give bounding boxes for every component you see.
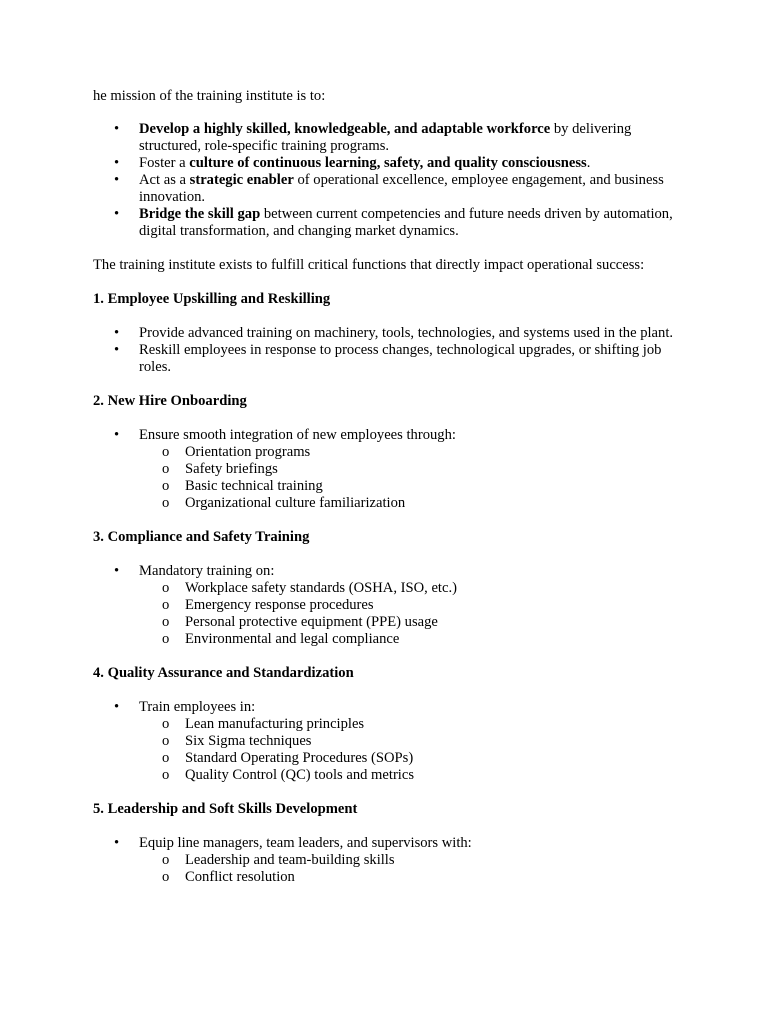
section-heading: 4. Quality Assurance and Standardization (93, 665, 354, 681)
sub-list-item: o Environmental and legal compliance (139, 631, 683, 648)
section-list (93, 699, 683, 784)
list-item (93, 835, 683, 886)
section-heading: 3. Compliance and Safety Training (93, 529, 310, 545)
sub-list (139, 716, 683, 784)
sub-list (139, 580, 683, 648)
intro-text: he mission of the training institute is to: (93, 88, 326, 104)
sub-list (139, 852, 683, 886)
mission-item: • Act as a strategic enabler of operational excellence, employee engagement, and business innovation. (93, 172, 683, 206)
sub-list-item: o Personal protective equipment (PPE) usage (139, 614, 683, 631)
sub-list-item: o Safety briefings (139, 461, 683, 478)
sub-list (139, 444, 683, 512)
list-item-text: Ensure smooth integration of new employees through: (139, 427, 456, 443)
functions-intro: The training institute exists to fulfill critical functions that directly impact operational success: (93, 257, 645, 273)
section-list (93, 325, 683, 376)
document-page (93, 88, 683, 903)
sub-list-item: o Basic technical training (139, 478, 683, 495)
sub-list-item: o Emergency response procedures (139, 597, 683, 614)
list-item (93, 563, 683, 648)
mission-item: • Bridge the skill gap between current competencies and future needs driven by automation, digital transformation, and changing market dynamics. (93, 206, 683, 240)
list-item-text: Train employees in: (139, 699, 256, 715)
sub-list-item: o Lean manufacturing principles (139, 716, 683, 733)
section-list (93, 427, 683, 512)
sub-list-item: o Leadership and team-building skills (139, 852, 683, 869)
mission-list (93, 121, 683, 240)
mission-item: • Foster a culture of continuous learning, safety, and quality consciousness. (93, 155, 683, 172)
sub-list-item: o Standard Operating Procedures (SOPs) (139, 750, 683, 767)
sub-list-item: o Quality Control (QC) tools and metrics (139, 767, 683, 784)
section-heading: 2. New Hire Onboarding (93, 393, 247, 409)
section-heading: 5. Leadership and Soft Skills Development (93, 801, 358, 817)
list-item: • Reskill employees in response to process changes, technological upgrades, or shifting job roles. (93, 342, 683, 376)
list-item-text: Equip line managers, team leaders, and supervisors with: (139, 835, 472, 851)
sub-list-item: o Organizational culture familiarization (139, 495, 683, 512)
sub-list-item: o Workplace safety standards (OSHA, ISO, etc.) (139, 580, 683, 597)
list-item (93, 427, 683, 512)
list-item-text: Mandatory training on: (139, 563, 275, 579)
sub-list-item: o Orientation programs (139, 444, 683, 461)
section-list (93, 563, 683, 648)
list-item (93, 699, 683, 784)
section-heading: 1. Employee Upskilling and Reskilling (93, 291, 331, 307)
mission-item: • Develop a highly skilled, knowledgeable, and adaptable workforce by delivering structured, role-specific training programs. (93, 121, 683, 155)
list-item: • Provide advanced training on machinery, tools, technologies, and systems used in the plant. (93, 325, 683, 342)
sub-list-item: o Six Sigma techniques (139, 733, 683, 750)
section-list (93, 835, 683, 886)
sub-list-item: o Conflict resolution (139, 869, 683, 886)
